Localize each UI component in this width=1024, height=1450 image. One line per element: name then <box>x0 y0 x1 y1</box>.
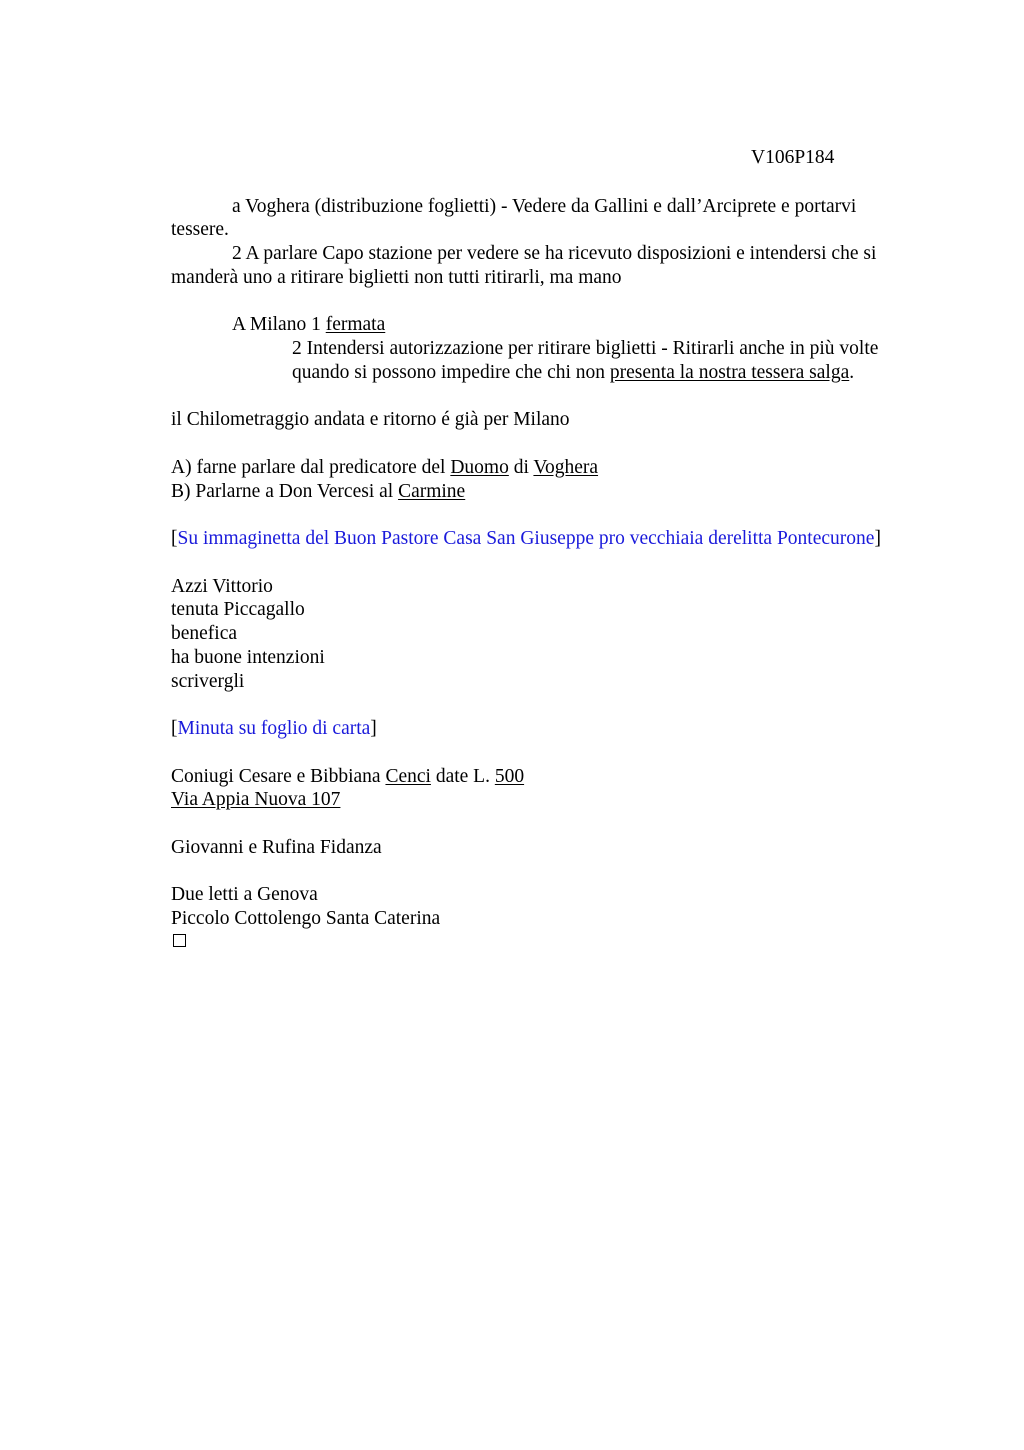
azzi-line-3: benefica <box>171 623 238 644</box>
list-a-prefix: A) farne parlare dal predicatore del <box>171 457 451 478</box>
bracket-open: [ <box>171 528 178 549</box>
azzi-line-4: ha buone intenzioni <box>171 647 325 668</box>
list-b-prefix: B) Parlarne a Don Vercesi al <box>171 481 399 502</box>
list-a-voghera: Voghera <box>533 457 599 478</box>
bracket-open: [ <box>171 718 178 739</box>
cenci-mid: date L. <box>430 766 495 787</box>
voghera-line-3: 2 A parlare Capo stazione per vedere se ha ricevuto disposizioni e intendersi che si <box>232 243 877 264</box>
fidanza-line: Giovanni e Rufina Fidanza <box>171 837 382 858</box>
list-a-duomo: Duomo <box>450 457 509 478</box>
bracket-close: ] <box>874 528 881 549</box>
voghera-line-2: tessere. <box>171 219 229 240</box>
list-a-di: di <box>508 457 534 478</box>
milano-item2-line-2 <box>292 361 854 385</box>
cenci-name: Cenci <box>385 766 431 787</box>
bracket-close: ] <box>370 718 377 739</box>
milano-prefix: A Milano 1 <box>232 314 326 335</box>
list-item-a <box>171 456 598 480</box>
cenci-line <box>171 765 524 789</box>
list-b-carmine: Carmine <box>398 481 466 502</box>
azzi-line-2: tenuta Piccagallo <box>171 599 305 620</box>
milano-item2-underlined: presenta la nostra tessera salga <box>609 362 850 383</box>
chilometraggio-line: il Chilometraggio andata e ritorno é già per Milano <box>171 409 570 430</box>
cenci-address: Via Appia Nuova 107 <box>171 789 341 810</box>
page-reference: V106P184 <box>751 147 835 168</box>
milano-item2-suffix: . <box>849 362 855 383</box>
milano-line-1 <box>232 313 385 337</box>
voghera-line-4: manderà uno a ritirare biglietti non tutti ritirarli, ma mano <box>171 267 622 288</box>
annotation-immaginetta <box>171 527 881 551</box>
genova-line-1: Due letti a Genova <box>171 884 318 905</box>
empty-square-glyph <box>173 934 186 947</box>
milano-item2-line-1: 2 Intendersi autorizzazione per ritirare biglietti - Ritirarli anche in più volte <box>292 338 879 359</box>
list-item-b <box>171 480 465 504</box>
cenci-amount: 500 <box>494 766 525 787</box>
azzi-line-5: scrivergli <box>171 671 245 692</box>
genova-line-2: Piccolo Cottolengo Santa Caterina <box>171 908 441 929</box>
azzi-line-1: Azzi Vittorio <box>171 576 273 597</box>
annotation-minuta <box>171 717 377 741</box>
milano-fermata: fermata <box>325 314 386 335</box>
milano-item2-prefix: quando si possono impedire che chi non <box>292 362 610 383</box>
cenci-prefix: Coniugi Cesare e Bibbiana <box>171 766 386 787</box>
annotation-text: Su immaginetta del Buon Pastore Casa San Giuseppe pro vecchiaia derelitta Pontecurone <box>177 528 875 549</box>
voghera-line-1: a Voghera (distribuzione foglietti) - Vedere da Gallini e dall’Arciprete e portarvi <box>232 196 857 217</box>
annotation-text: Minuta su foglio di carta <box>177 718 371 739</box>
